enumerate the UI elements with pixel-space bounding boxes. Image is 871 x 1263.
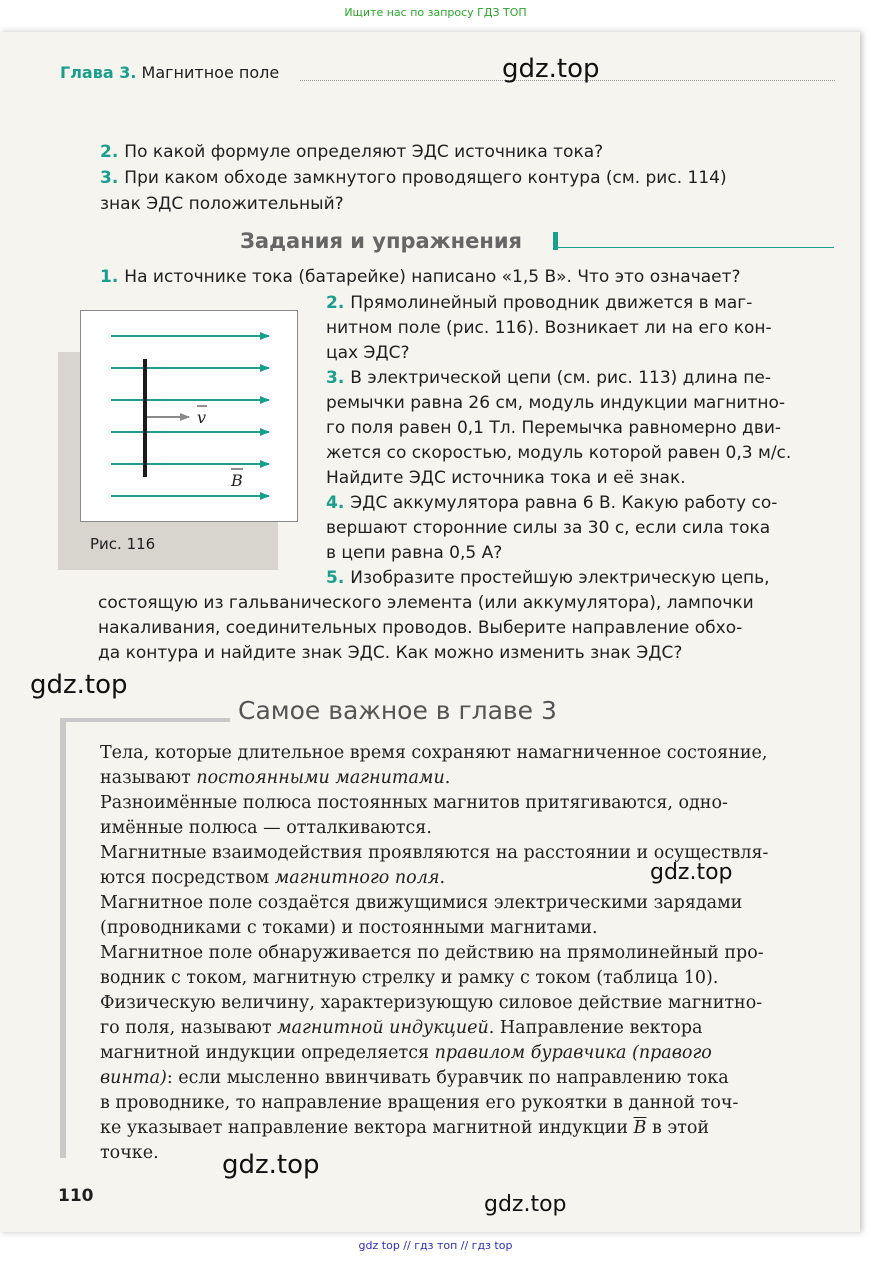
section-title-rule — [558, 247, 834, 248]
summary-line: го поля, называют магнитной индукцией. Направление вектора — [100, 1018, 703, 1038]
bottom-links[interactable]: gdz top // гдз топ // гдз top — [358, 1239, 513, 1252]
exercise-5: 5. Изобразите простейшую электрическую цепь, — [326, 568, 770, 588]
summary-line: (проводниками с токами) и постоянными магнитами. — [100, 918, 598, 938]
running-header — [60, 63, 279, 82]
summary-frame-side — [60, 718, 66, 1158]
summary-line: Магнитное поле создаётся движущимися электрическими зарядами — [100, 893, 743, 913]
exercise-3-line: Найдите ЭДС источника тока и её знак. — [326, 468, 686, 488]
exercise-5-line: накаливания, соединительных проводов. Выберите направление обхо- — [98, 618, 743, 638]
exercise-3-line: жется со скоростью, модуль которой равен 0,3 м/с. — [326, 443, 792, 463]
chapter-title: Магнитное поле — [141, 63, 280, 82]
velocity-label: v — [197, 408, 207, 427]
exercise-1: 1. На источнике тока (батарейке) написано «1,5 В». Что это означает? — [100, 267, 741, 287]
figure-116-drawing — [81, 311, 297, 521]
watermark: gdz.top — [222, 1150, 320, 1180]
exercise-4-line: в цепи равна 0,5 А? — [326, 543, 503, 563]
summary-line: водник с током, магнитную стрелку и рамку с током (таблица 10). — [100, 968, 719, 988]
exercise-2-line: цах ЭДС? — [326, 343, 410, 363]
summary-line: магнитной индукции определяется правилом буравчика (правого — [100, 1043, 712, 1063]
summary-line: имённые полюса — отталкиваются. — [100, 818, 432, 838]
summary-line: винта): если мысленно ввинчивать буравчик по направлению тока — [100, 1068, 729, 1088]
exercise-3-line: го поля равен 0,1 Тл. Перемычка равномерно дви- — [326, 418, 782, 438]
summary-line: называют постоянными магнитами. — [100, 768, 451, 788]
watermark: gdz.top — [30, 670, 128, 700]
summary-title: Самое важное в главе 3 — [238, 696, 557, 725]
exercise-4-line: вершают сторонние силы за 30 с, если сила тока — [326, 518, 771, 538]
exercise-3-line: ремычки равна 26 см, модуль индукции магнитно- — [326, 393, 785, 413]
section-title: Задания и упражнения — [240, 229, 523, 253]
exercise-3: 3. В электрической цепи (см. рис. 113) длина пе- — [326, 368, 771, 388]
field-label: B — [231, 471, 243, 490]
exercise-2-line: нитном поле (рис. 116). Возникает ли на его кон- — [326, 318, 772, 338]
chapter-number: Глава 3. — [60, 63, 137, 82]
figure-caption: Рис. 116 — [90, 535, 156, 553]
summary-line: Разноимённые полюса постоянных магнитов притягиваются, одно- — [100, 793, 728, 813]
summary-frame-top — [60, 718, 230, 722]
summary-line: точке. — [100, 1143, 159, 1163]
summary-line: в проводнике, то направление вращения его рукоятки в данной точ- — [100, 1093, 739, 1113]
watermark: gdz.top — [650, 860, 733, 885]
top-search-link[interactable]: Ищите нас по запросу ГДЗ ТОП — [344, 6, 527, 19]
summary-line: Магнитные взаимодействия проявляются на расстоянии и осуществля- — [100, 843, 769, 863]
figure-116 — [80, 310, 298, 522]
exercise-5-line: да контура и найдите знак ЭДС. Как можно изменить знак ЭДС? — [98, 643, 683, 663]
question-3: 3. При каком обходе замкнутого проводящего контура (см. рис. 114) — [100, 168, 727, 188]
summary-line: ются посредством магнитного поля. — [100, 868, 446, 888]
page-number: 110 — [58, 1186, 94, 1206]
exercise-5-line: состоящую из гальванического элемента (или аккумулятора), лампочки — [98, 593, 754, 613]
summary-line: Тела, которые длительное время сохраняют намагниченное состояние, — [100, 743, 768, 763]
summary-line: Магнитное поле обнаруживается по действию на прямолинейный про- — [100, 943, 764, 963]
watermark: gdz.top — [502, 54, 600, 84]
question-3-cont: знак ЭДС положительный? — [100, 194, 344, 214]
exercise-4: 4. ЭДС аккумулятора равна 6 В. Какую работу со- — [326, 493, 778, 513]
summary-line: Физическую величину, характеризующую силовое действие магнитно- — [100, 993, 763, 1013]
exercise-2: 2. Прямолинейный проводник движется в маг- — [326, 293, 753, 313]
question-2: 2. По какой формуле определяют ЭДС источника тока? — [100, 142, 604, 162]
watermark: gdz.top — [484, 1192, 567, 1217]
summary-line: ке указывает направление вектора магнитной индукции $\overline{B}$ в этой — [100, 1118, 710, 1138]
